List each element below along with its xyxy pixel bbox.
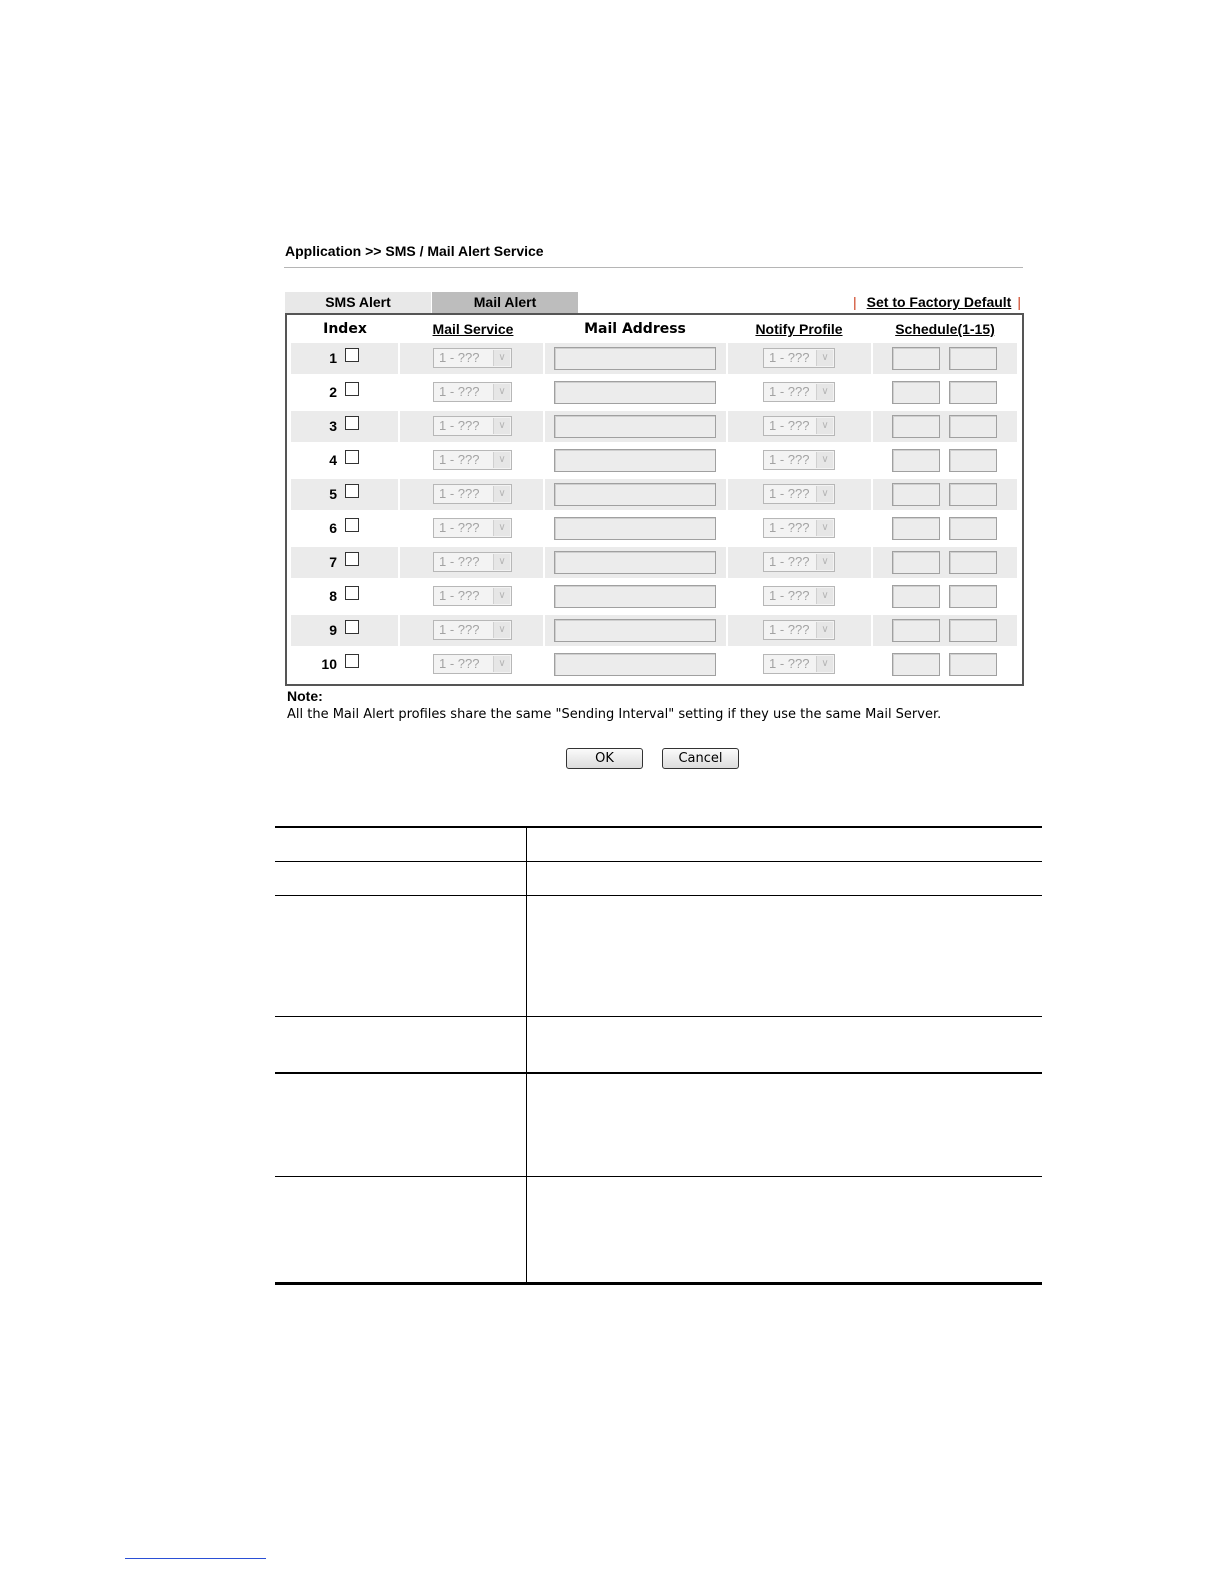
row-index: 1 bbox=[329, 350, 337, 366]
notify-profile-value: 1 - ??? bbox=[769, 520, 810, 535]
mail-address-input[interactable] bbox=[554, 585, 716, 608]
chevron-down-icon: ∨ bbox=[816, 418, 833, 434]
notify-profile-select[interactable] bbox=[763, 484, 835, 504]
mail-service-select[interactable] bbox=[433, 552, 512, 572]
notify-profile-value: 1 - ??? bbox=[769, 554, 810, 569]
notify-profile-select[interactable] bbox=[763, 450, 835, 470]
chevron-down-icon: ∨ bbox=[493, 452, 510, 468]
chevron-down-icon: ∨ bbox=[493, 554, 510, 570]
schedule-input-1[interactable] bbox=[892, 619, 940, 642]
mail-service-value: 1 - ??? bbox=[439, 520, 480, 535]
cell-divider bbox=[871, 377, 873, 408]
table-row bbox=[291, 377, 1017, 408]
mail-address-input[interactable] bbox=[554, 653, 716, 676]
cell-divider bbox=[726, 445, 728, 476]
note-title: Note: bbox=[287, 688, 323, 704]
row-index: 8 bbox=[329, 588, 337, 604]
chevron-down-icon: ∨ bbox=[493, 622, 510, 638]
cell-divider bbox=[871, 649, 873, 680]
mail-service-value: 1 - ??? bbox=[439, 622, 480, 637]
notify-profile-value: 1 - ??? bbox=[769, 486, 810, 501]
cancel-button[interactable]: Cancel bbox=[662, 748, 739, 769]
mail-service-select[interactable] bbox=[433, 348, 512, 368]
mail-service-value: 1 - ??? bbox=[439, 486, 480, 501]
description-table-top-border bbox=[275, 826, 1042, 828]
chevron-down-icon: ∨ bbox=[816, 622, 833, 638]
chevron-down-icon: ∨ bbox=[493, 520, 510, 536]
chevron-down-icon: ∨ bbox=[816, 520, 833, 536]
cell-divider bbox=[726, 411, 728, 442]
notify-profile-value: 1 - ??? bbox=[769, 350, 810, 365]
description-table bbox=[275, 826, 1042, 1285]
chevron-down-icon: ∨ bbox=[493, 350, 510, 366]
chevron-down-icon: ∨ bbox=[493, 486, 510, 502]
row-index: 6 bbox=[329, 520, 337, 536]
row-index: 3 bbox=[329, 418, 337, 434]
table-row bbox=[291, 581, 1017, 612]
notify-profile-value: 1 - ??? bbox=[769, 656, 810, 671]
column-header-index: Index bbox=[323, 321, 367, 337]
description-table-bottom-border bbox=[275, 1282, 1042, 1285]
notify-profile-select[interactable] bbox=[763, 382, 835, 402]
cell-divider bbox=[726, 615, 728, 646]
mail-service-value: 1 - ??? bbox=[439, 418, 480, 433]
notify-profile-select[interactable] bbox=[763, 586, 835, 606]
cell-divider bbox=[543, 513, 545, 544]
description-table-divider bbox=[275, 861, 1042, 862]
cell-divider bbox=[871, 513, 873, 544]
chevron-down-icon: ∨ bbox=[493, 588, 510, 604]
chevron-down-icon: ∨ bbox=[493, 418, 510, 434]
schedule-input-2[interactable] bbox=[949, 517, 997, 540]
row-enable-checkbox[interactable] bbox=[345, 416, 359, 430]
description-table-divider bbox=[275, 1176, 1042, 1177]
cell-divider bbox=[398, 513, 400, 544]
schedule-input-2[interactable] bbox=[949, 653, 997, 676]
schedule-input-2[interactable] bbox=[949, 551, 997, 574]
tab-sms-alert[interactable]: SMS Alert bbox=[285, 292, 431, 313]
mail-service-select[interactable] bbox=[433, 586, 512, 606]
chevron-down-icon: ∨ bbox=[493, 656, 510, 672]
schedule-input-1[interactable] bbox=[892, 585, 940, 608]
cell-divider bbox=[398, 445, 400, 476]
table-row bbox=[291, 479, 1017, 510]
cell-divider bbox=[543, 343, 545, 374]
row-index: 7 bbox=[329, 554, 337, 570]
set-to-factory-default-link[interactable]: Set to Factory Default bbox=[866, 294, 1012, 310]
notify-profile-select[interactable] bbox=[763, 348, 835, 368]
cell-divider bbox=[871, 479, 873, 510]
table-row bbox=[291, 445, 1017, 476]
chevron-down-icon: ∨ bbox=[493, 384, 510, 400]
chevron-down-icon: ∨ bbox=[816, 486, 833, 502]
row-index: 10 bbox=[321, 656, 337, 672]
chevron-down-icon: ∨ bbox=[816, 588, 833, 604]
mail-address-input[interactable] bbox=[554, 517, 716, 540]
chevron-down-icon: ∨ bbox=[816, 554, 833, 570]
description-table-divider bbox=[275, 1016, 1042, 1017]
description-table-divider bbox=[275, 1072, 1042, 1074]
cell-divider bbox=[726, 479, 728, 510]
mail-address-input[interactable] bbox=[554, 347, 716, 370]
mail-service-select[interactable] bbox=[433, 382, 512, 402]
factory-default-area bbox=[843, 294, 1021, 310]
schedule-input-1[interactable] bbox=[892, 449, 940, 472]
chevron-down-icon: ∨ bbox=[816, 452, 833, 468]
mail-service-value: 1 - ??? bbox=[439, 588, 480, 603]
row-enable-checkbox[interactable] bbox=[345, 382, 359, 396]
chevron-down-icon: ∨ bbox=[816, 656, 833, 672]
cell-divider bbox=[726, 581, 728, 612]
row-enable-checkbox[interactable] bbox=[345, 552, 359, 566]
schedule-input-2[interactable] bbox=[949, 381, 997, 404]
mail-address-input[interactable] bbox=[554, 381, 716, 404]
column-header-mail-service[interactable]: Mail Service bbox=[432, 321, 514, 337]
cell-divider bbox=[726, 513, 728, 544]
schedule-input-1[interactable] bbox=[892, 415, 940, 438]
row-enable-checkbox[interactable] bbox=[345, 620, 359, 634]
notify-profile-select[interactable] bbox=[763, 620, 835, 640]
mail-service-select[interactable] bbox=[433, 484, 512, 504]
cell-divider bbox=[398, 615, 400, 646]
notify-profile-value: 1 - ??? bbox=[769, 588, 810, 603]
cell-divider bbox=[871, 445, 873, 476]
notify-profile-value: 1 - ??? bbox=[769, 384, 810, 399]
cell-divider bbox=[543, 411, 545, 442]
row-index: 9 bbox=[329, 622, 337, 638]
cell-divider bbox=[398, 649, 400, 680]
cell-divider bbox=[543, 615, 545, 646]
separator-left: | bbox=[853, 294, 857, 310]
description-table-divider bbox=[275, 895, 1042, 896]
cell-divider bbox=[726, 547, 728, 578]
chevron-down-icon: ∨ bbox=[816, 384, 833, 400]
table-row bbox=[291, 649, 1017, 680]
column-header-mail-address: Mail Address bbox=[584, 321, 686, 337]
breadcrumb-divider bbox=[284, 267, 1023, 268]
mail-address-input[interactable] bbox=[554, 415, 716, 438]
table-row bbox=[291, 615, 1017, 646]
row-enable-checkbox[interactable] bbox=[345, 348, 359, 362]
table-row bbox=[291, 513, 1017, 544]
mail-address-input[interactable] bbox=[554, 449, 716, 472]
notify-profile-select[interactable] bbox=[763, 416, 835, 436]
row-enable-checkbox[interactable] bbox=[345, 484, 359, 498]
cell-divider bbox=[543, 479, 545, 510]
row-enable-checkbox[interactable] bbox=[345, 518, 359, 532]
notify-profile-value: 1 - ??? bbox=[769, 622, 810, 637]
cell-divider bbox=[398, 411, 400, 442]
description-table-column-divider bbox=[526, 826, 527, 1285]
cell-divider bbox=[871, 343, 873, 374]
mail-address-input[interactable] bbox=[554, 551, 716, 574]
schedule-input-2[interactable] bbox=[949, 449, 997, 472]
footer-link-underline bbox=[125, 1558, 266, 1559]
mail-service-value: 1 - ??? bbox=[439, 384, 480, 399]
cell-divider bbox=[543, 377, 545, 408]
mail-service-select[interactable] bbox=[433, 654, 512, 674]
cell-divider bbox=[871, 615, 873, 646]
notify-profile-select[interactable] bbox=[763, 518, 835, 538]
mail-service-value: 1 - ??? bbox=[439, 350, 480, 365]
notify-profile-select[interactable] bbox=[763, 654, 835, 674]
mail-service-value: 1 - ??? bbox=[439, 452, 480, 467]
cell-divider bbox=[726, 649, 728, 680]
schedule-input-2[interactable] bbox=[949, 585, 997, 608]
column-header-notify-profile[interactable]: Notify Profile bbox=[755, 321, 843, 337]
notify-profile-value: 1 - ??? bbox=[769, 418, 810, 433]
schedule-input-2[interactable] bbox=[949, 619, 997, 642]
schedule-input-1[interactable] bbox=[892, 381, 940, 404]
page-title-breadcrumb: Application >> SMS / Mail Alert Service bbox=[285, 243, 544, 259]
row-index: 4 bbox=[329, 452, 337, 468]
cell-divider bbox=[726, 343, 728, 374]
schedule-input-2[interactable] bbox=[949, 415, 997, 438]
mail-service-select[interactable] bbox=[433, 518, 512, 538]
cell-divider bbox=[726, 377, 728, 408]
row-index: 2 bbox=[329, 384, 337, 400]
row-index: 5 bbox=[329, 486, 337, 502]
ok-button[interactable]: OK bbox=[566, 748, 643, 769]
schedule-input-1[interactable] bbox=[892, 517, 940, 540]
table-row bbox=[291, 343, 1017, 374]
mail-service-select[interactable] bbox=[433, 450, 512, 470]
column-header-schedule[interactable]: Schedule(1-15) bbox=[895, 321, 995, 337]
cell-divider bbox=[398, 343, 400, 374]
schedule-input-1[interactable] bbox=[892, 483, 940, 506]
separator-right: | bbox=[1017, 294, 1021, 310]
cell-divider bbox=[871, 581, 873, 612]
table-row bbox=[291, 547, 1017, 578]
table-row bbox=[291, 411, 1017, 442]
row-enable-checkbox[interactable] bbox=[345, 654, 359, 668]
chevron-down-icon: ∨ bbox=[816, 350, 833, 366]
cell-divider bbox=[543, 581, 545, 612]
schedule-input-2[interactable] bbox=[949, 347, 997, 370]
schedule-input-1[interactable] bbox=[892, 653, 940, 676]
cell-divider bbox=[398, 581, 400, 612]
cell-divider bbox=[398, 547, 400, 578]
cell-divider bbox=[543, 445, 545, 476]
schedule-input-2[interactable] bbox=[949, 483, 997, 506]
notify-profile-select[interactable] bbox=[763, 552, 835, 572]
cell-divider bbox=[871, 411, 873, 442]
mail-address-input[interactable] bbox=[554, 619, 716, 642]
cell-divider bbox=[871, 547, 873, 578]
tab-mail-alert[interactable]: Mail Alert bbox=[432, 292, 578, 313]
mail-service-select[interactable] bbox=[433, 620, 512, 640]
mail-address-input[interactable] bbox=[554, 483, 716, 506]
cell-divider bbox=[543, 649, 545, 680]
note-text: All the Mail Alert profiles share the same "Sending Interval" setting if they use the same Mail Server. bbox=[287, 707, 942, 722]
mail-service-value: 1 - ??? bbox=[439, 656, 480, 671]
mail-service-select[interactable] bbox=[433, 416, 512, 436]
mail-service-value: 1 - ??? bbox=[439, 554, 480, 569]
schedule-input-1[interactable] bbox=[892, 551, 940, 574]
row-enable-checkbox[interactable] bbox=[345, 586, 359, 600]
schedule-input-1[interactable] bbox=[892, 347, 940, 370]
cell-divider bbox=[543, 547, 545, 578]
row-enable-checkbox[interactable] bbox=[345, 450, 359, 464]
notify-profile-value: 1 - ??? bbox=[769, 452, 810, 467]
cell-divider bbox=[398, 377, 400, 408]
cell-divider bbox=[398, 479, 400, 510]
